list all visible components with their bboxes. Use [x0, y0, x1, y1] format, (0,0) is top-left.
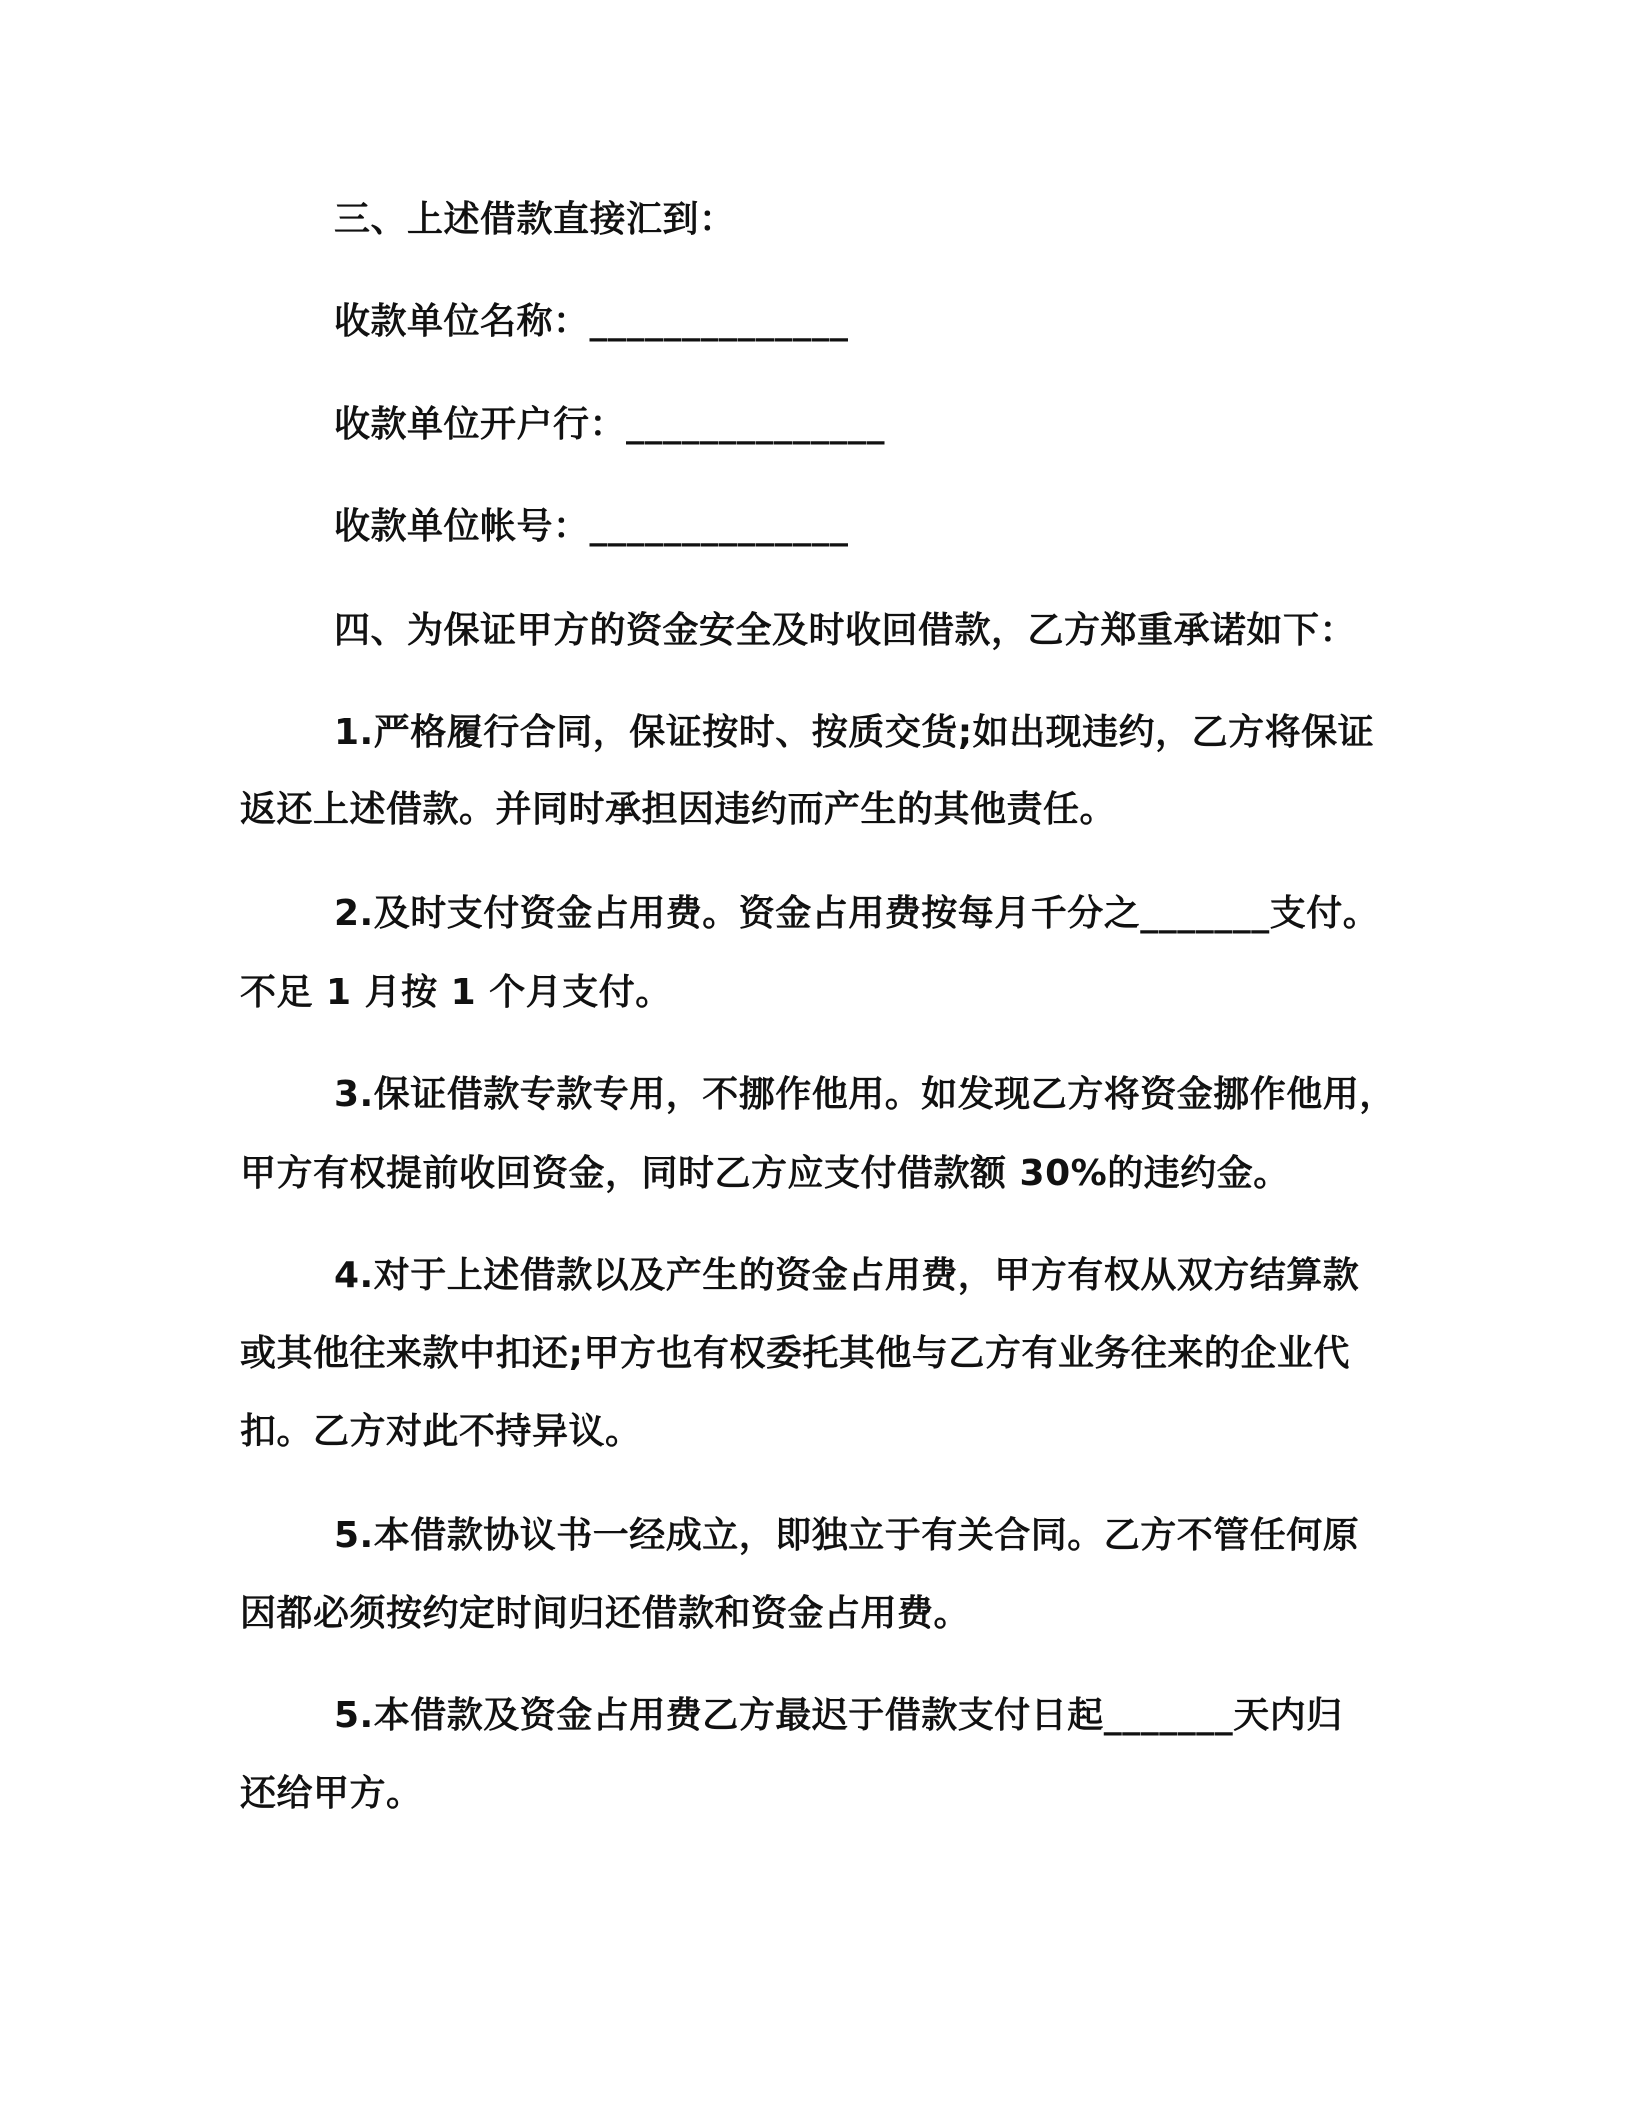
item4-line3: 扣。乙方对此不持异议。 — [240, 1411, 642, 1452]
payee-account-line: 收款单位帐号：______________ — [334, 506, 849, 547]
item5a-line2: 因都必须按约定时间归还借款和资金占用费。 — [240, 1593, 971, 1634]
item2-line2: 不足 1 月按 1 个月支付。 — [240, 972, 672, 1013]
item5a-line1: 5.本借款协议书一经成立，即独立于有关合同。乙方不管任何原 — [334, 1515, 1360, 1556]
item5b-line1: 5.本借款及资金占用费乙方最迟于借款支付日起_______天内归 — [334, 1695, 1343, 1736]
item5b-line2: 还给甲方。 — [240, 1773, 423, 1814]
payee-bank-line: 收款单位开户行：______________ — [334, 404, 886, 445]
section3-heading: 三、上述借款直接汇到： — [334, 199, 736, 240]
item1-line2: 返还上述借款。并同时承担因违约而产生的其他责任。 — [240, 789, 1117, 830]
section4-heading: 四、为保证甲方的资金安全及时收回借款，乙方郑重承诺如下： — [334, 610, 1357, 651]
item1-line1: 1.严格履行合同，保证按时、按质交货;如出现违约，乙方将保证 — [334, 712, 1375, 753]
payee-name-line: 收款单位名称：______________ — [334, 301, 849, 342]
item4-line2: 或其他往来款中扣还;甲方也有权委托其他与乙方有业务往来的企业代 — [240, 1333, 1350, 1374]
item2-line1: 2.及时支付资金占用费。资金占用费按每月千分之_______支付。 — [334, 893, 1380, 934]
item4-line1: 4.对于上述借款以及产生的资金占用费，甲方有权从双方结算款 — [334, 1255, 1360, 1296]
item3-line1: 3.保证借款专款专用，不挪作他用。如发现乙方将资金挪作他用， — [334, 1074, 1396, 1115]
item3-line2: 甲方有权提前收回资金，同时乙方应支付借款额 30%的违约金。 — [240, 1153, 1290, 1194]
